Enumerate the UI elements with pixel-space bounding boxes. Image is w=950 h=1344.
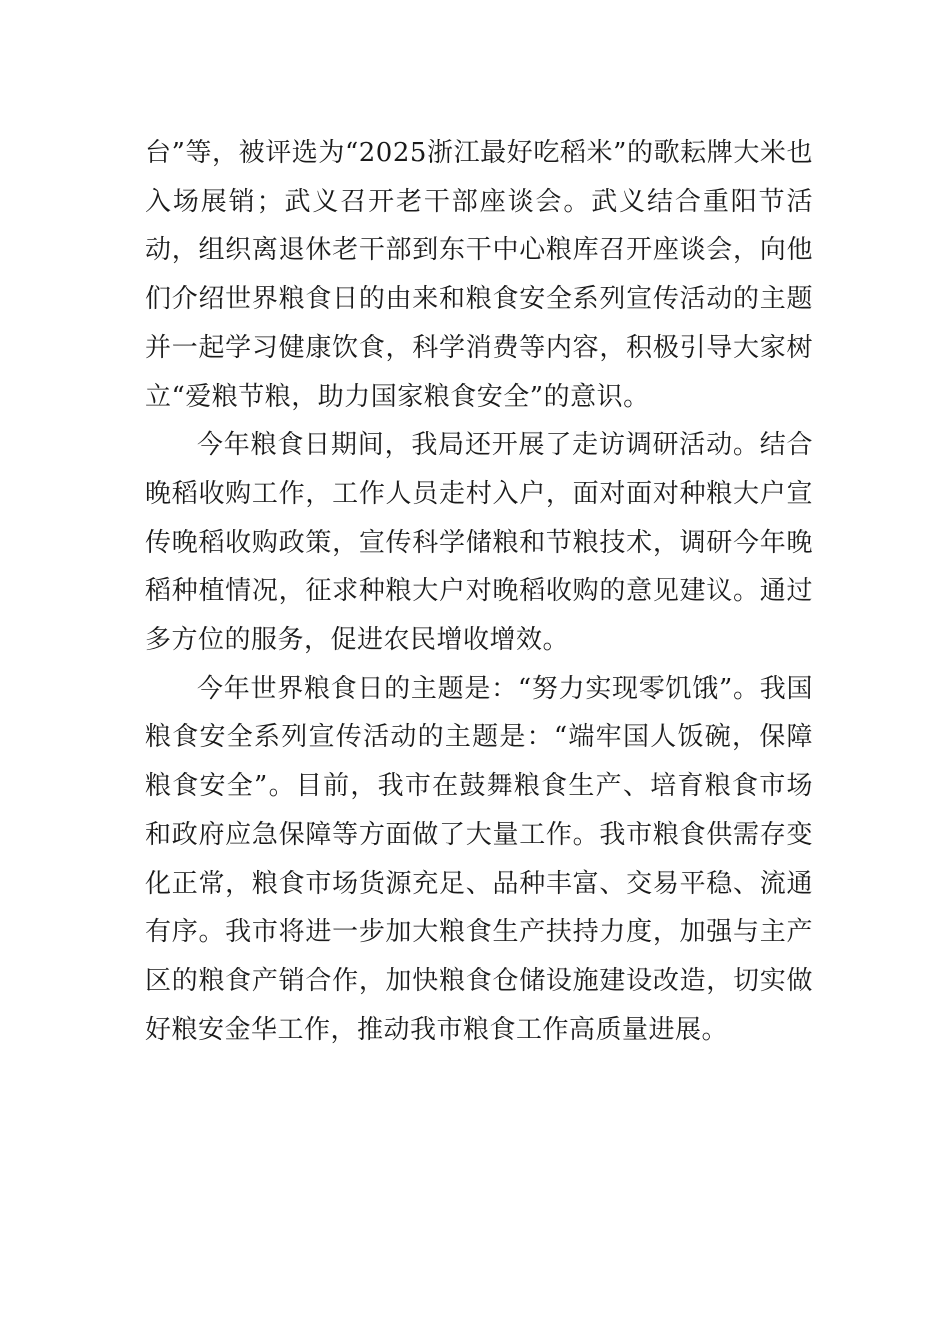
document-body — [145, 129, 813, 1054]
paragraph-food-day-theme: 今年世界粮食日的主题是：“努力实现零饥饿”。我国粮食安全系列宣传活动的主题是：“端牢国人饭碗，保障粮食安全”。目前，我市在鼓舞粮食生产、培育粮食市场和政府应急保障等方面做了大量工作。我市粮食供需存变化正常，粮食市场货源充足、品种丰富、交易平稳、流通有序。我市将进一步加大粮食生产扶持力度，加强与主产区的粮食产销合作，加快粮食仓储设施建设改造，切实做好粮安金华工作，推动我市粮食工作高质量进展。 — [145, 673, 813, 1045]
paragraph-field-visits: 今年粮食日期间，我局还开展了走访调研活动。结合晚稻收购工作，工作人员走村入户，面对面对种粮大户宣传晚稻收购政策，宣传科学储粮和节粮技术，调研今年晚稻种植情况，征求种粮大户对晚稻收购的意见建议。通过多方位的服务，促进农民增收增效。 — [145, 430, 813, 656]
paragraph-continuation: 台”等，被评选为“2025浙江最好吃稻米”的歌耘牌大米也入场展销；武义召开老干部座谈会。武义结合重阳节活动，组织离退休老干部到东干中心粮库召开座谈会，向他们介绍世界粮食日的由来和粮食安全系列宣传活动的主题并一起学习健康饮食，科学消费等内容，积极引导大家树立“爱粮节粮，助力国家粮食安全”的意识。 — [145, 138, 813, 412]
